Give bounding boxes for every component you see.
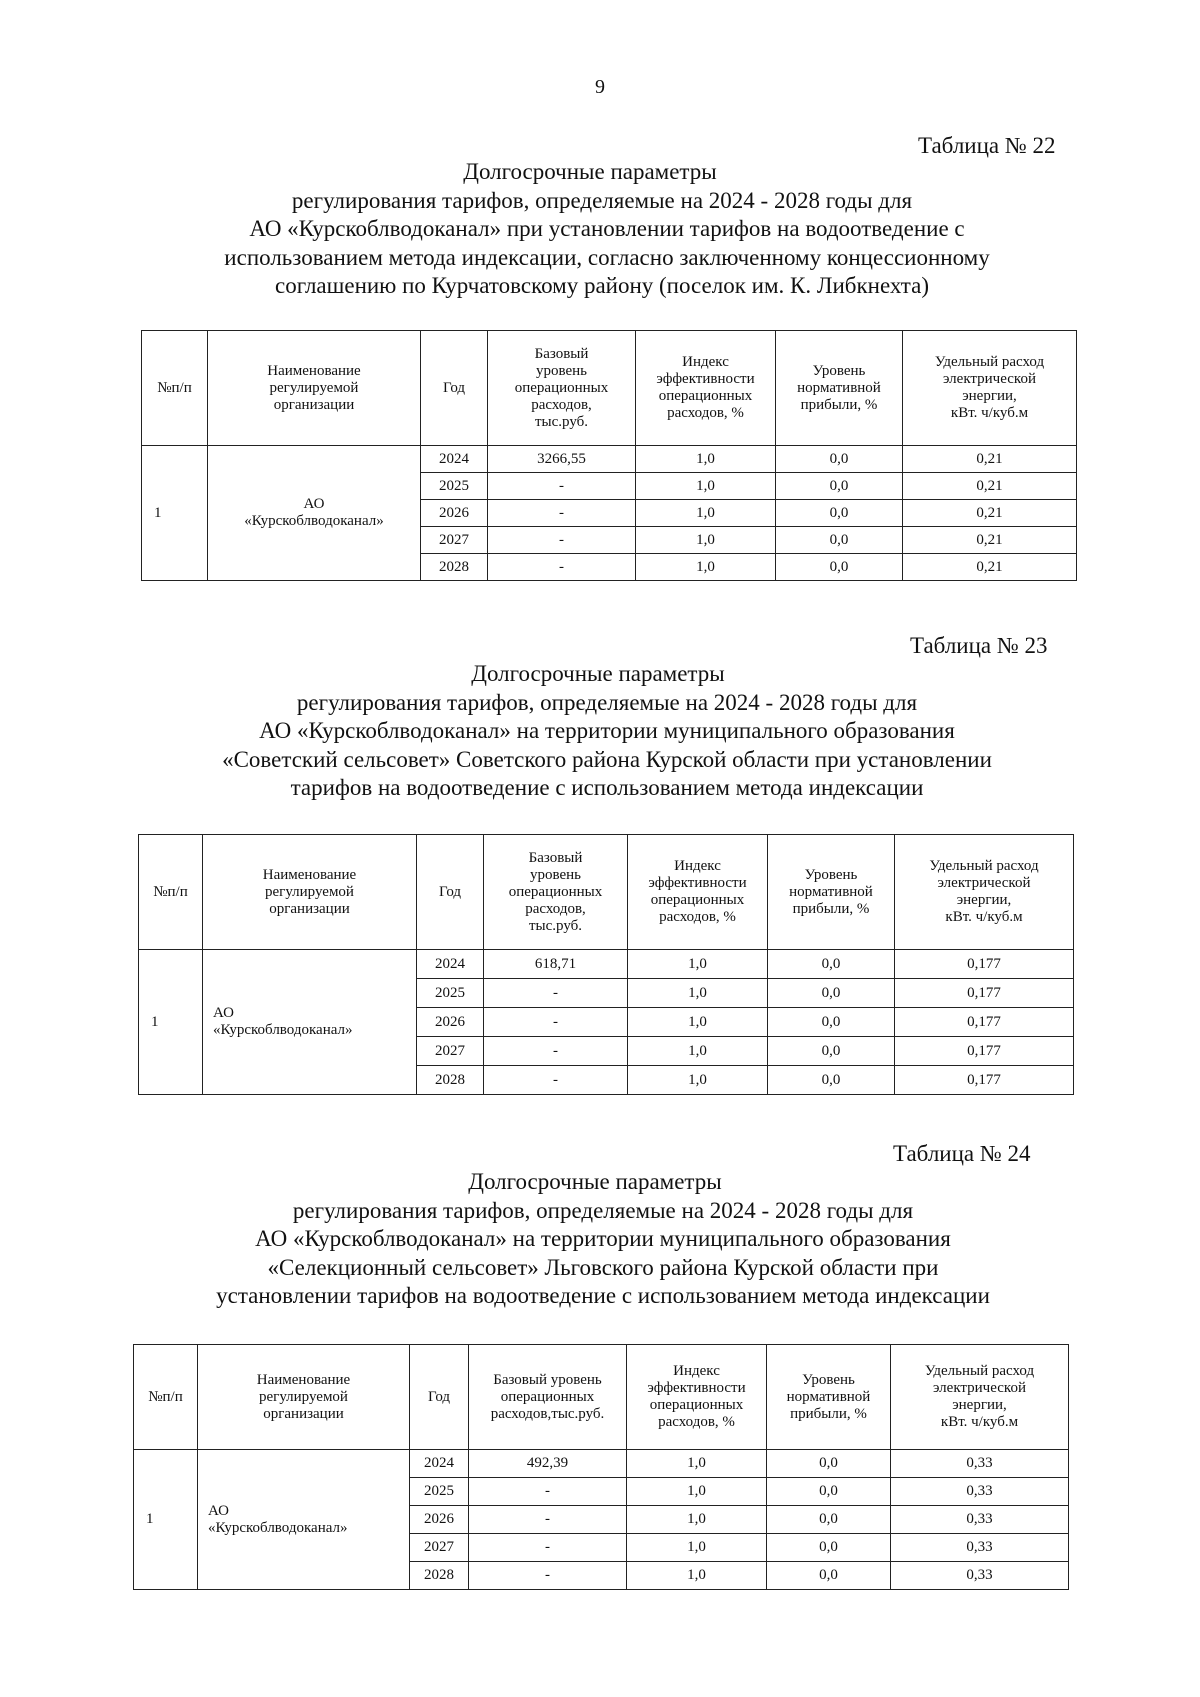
org-name: АО «Курскоблводоканал» [198, 1450, 410, 1590]
index-cell: 1,0 [627, 1534, 767, 1562]
base-cell: 618,71 [484, 950, 628, 979]
table-label: Таблица № 23 [910, 633, 1048, 658]
col-header-num: №п/п [139, 835, 203, 950]
index-cell: 1,0 [627, 1562, 767, 1590]
energy-cell: 0,33 [891, 1534, 1069, 1562]
year-cell: 2028 [417, 1066, 484, 1095]
org-name: АО «Курскоблводоканал» [203, 950, 417, 1095]
year-cell: 2024 [410, 1450, 469, 1478]
base-cell: - [469, 1478, 627, 1506]
col-header-base: Базовый уровень операционных расходов, тыс.руб. [484, 835, 628, 950]
header-row [139, 835, 1074, 950]
col-header-index: Индекс эффективности операционных расходов, % [636, 331, 776, 446]
energy-cell: 0,21 [903, 527, 1077, 554]
year-cell: 2024 [421, 446, 488, 473]
col-header-num: №п/п [142, 331, 208, 446]
col-header-profit: Уровень нормативной прибыли, % [768, 835, 895, 950]
col-header-num: №п/п [134, 1345, 198, 1450]
table-label: Таблица № 22 [918, 133, 1056, 158]
energy-cell: 0,177 [895, 979, 1074, 1008]
profit-cell: 0,0 [767, 1506, 891, 1534]
energy-cell: 0,33 [891, 1478, 1069, 1506]
org-name: АО «Курскоблводоканал» [208, 446, 421, 581]
col-header-org: Наименование регулируемой организации [198, 1345, 410, 1450]
profit-cell: 0,0 [768, 979, 895, 1008]
base-cell: - [488, 527, 636, 554]
col-header-org: Наименование регулируемой организации [203, 835, 417, 950]
row-number: 1 [139, 950, 203, 1095]
energy-cell: 0,21 [903, 473, 1077, 500]
col-header-index: Индекс эффективности операционных расходов, % [627, 1345, 767, 1450]
base-cell: 3266,55 [488, 446, 636, 473]
col-header-year: Год [421, 331, 488, 446]
energy-cell: 0,21 [903, 554, 1077, 581]
profit-cell: 0,0 [768, 1066, 895, 1095]
profit-cell: 0,0 [767, 1534, 891, 1562]
index-cell: 1,0 [627, 1450, 767, 1478]
header-row [142, 331, 1077, 446]
profit-cell: 0,0 [768, 1037, 895, 1066]
table-row [142, 446, 1077, 473]
year-cell: 2025 [410, 1478, 469, 1506]
index-cell: 1,0 [636, 500, 776, 527]
row-number: 1 [134, 1450, 198, 1590]
header-row [134, 1345, 1069, 1450]
profit-cell: 0,0 [776, 446, 903, 473]
col-header-profit: Уровень нормативной прибыли, % [776, 331, 903, 446]
table-title: Долгосрочные параметры регулирования тарифов, определяемые на 2024 - 2028 годы для АО «Курскоблводоканал» на территории муниципального образования «Советский сельсовет» Советского района Курской области при установлении тарифов на водоотведение с использованием метода индексации [222, 661, 992, 800]
energy-cell: 0,177 [895, 1037, 1074, 1066]
energy-cell: 0,33 [891, 1450, 1069, 1478]
index-cell: 1,0 [627, 1506, 767, 1534]
energy-cell: 0,177 [895, 1066, 1074, 1095]
index-cell: 1,0 [628, 1008, 768, 1037]
base-cell: - [484, 1066, 628, 1095]
index-cell: 1,0 [636, 473, 776, 500]
profit-cell: 0,0 [768, 950, 895, 979]
col-header-energy: Удельный расход электрической энергии, кВт. ч/куб.м [895, 835, 1074, 950]
profit-cell: 0,0 [767, 1478, 891, 1506]
table-label: Таблица № 24 [893, 1141, 1031, 1166]
page-number: 9 [595, 76, 605, 98]
col-header-energy: Удельный расход электрической энергии, кВт. ч/куб.м [891, 1345, 1069, 1450]
params-table [138, 834, 1074, 1095]
year-cell: 2027 [421, 527, 488, 554]
year-cell: 2025 [417, 979, 484, 1008]
base-cell: - [488, 500, 636, 527]
year-cell: 2026 [421, 500, 488, 527]
row-number: 1 [142, 446, 208, 581]
index-cell: 1,0 [636, 554, 776, 581]
profit-cell: 0,0 [767, 1562, 891, 1590]
profit-cell: 0,0 [776, 554, 903, 581]
col-header-org: Наименование регулируемой организации [208, 331, 421, 446]
energy-cell: 0,177 [895, 1008, 1074, 1037]
year-cell: 2024 [417, 950, 484, 979]
table-row [134, 1450, 1069, 1478]
params-table [141, 330, 1077, 581]
index-cell: 1,0 [628, 950, 768, 979]
table-row [139, 950, 1074, 979]
profit-cell: 0,0 [776, 527, 903, 554]
energy-cell: 0,177 [895, 950, 1074, 979]
table-title: Долгосрочные параметры регулирования тарифов, определяемые на 2024 - 2028 годы для АО «Курскоблводоканал» при установлении тарифов на водоотведение с использованием метода индексации, согласно заключенному концессионному соглашению по Курчатовскому району (поселок им. К. Либкнехта) [224, 159, 990, 298]
year-cell: 2027 [410, 1534, 469, 1562]
col-header-year: Год [410, 1345, 469, 1450]
year-cell: 2028 [421, 554, 488, 581]
col-header-base: Базовый уровень операционных расходов,тыс.руб. [469, 1345, 627, 1450]
year-cell: 2026 [417, 1008, 484, 1037]
base-cell: - [469, 1562, 627, 1590]
table-title: Долгосрочные параметры регулирования тарифов, определяемые на 2024 - 2028 годы для АО «Курскоблводоканал» на территории муниципального образования «Селекционный сельсовет» Льговского района Курской области при установлении тарифов на водоотведение с использованием метода индексации [216, 1169, 990, 1308]
year-cell: 2027 [417, 1037, 484, 1066]
profit-cell: 0,0 [776, 473, 903, 500]
index-cell: 1,0 [628, 1037, 768, 1066]
col-header-profit: Уровень нормативной прибыли, % [767, 1345, 891, 1450]
energy-cell: 0,21 [903, 446, 1077, 473]
base-cell: 492,39 [469, 1450, 627, 1478]
base-cell: - [484, 1008, 628, 1037]
year-cell: 2026 [410, 1506, 469, 1534]
index-cell: 1,0 [636, 527, 776, 554]
col-header-energy: Удельный расход электрической энергии, кВт. ч/куб.м [903, 331, 1077, 446]
params-table [133, 1344, 1069, 1590]
profit-cell: 0,0 [776, 500, 903, 527]
index-cell: 1,0 [627, 1478, 767, 1506]
base-cell: - [488, 554, 636, 581]
base-cell: - [469, 1506, 627, 1534]
energy-cell: 0,33 [891, 1562, 1069, 1590]
col-header-index: Индекс эффективности операционных расходов, % [628, 835, 768, 950]
index-cell: 1,0 [636, 446, 776, 473]
index-cell: 1,0 [628, 1066, 768, 1095]
base-cell: - [469, 1534, 627, 1562]
col-header-base: Базовый уровень операционных расходов, тыс.руб. [488, 331, 636, 446]
energy-cell: 0,21 [903, 500, 1077, 527]
year-cell: 2028 [410, 1562, 469, 1590]
base-cell: - [484, 1037, 628, 1066]
base-cell: - [488, 473, 636, 500]
energy-cell: 0,33 [891, 1506, 1069, 1534]
base-cell: - [484, 979, 628, 1008]
profit-cell: 0,0 [768, 1008, 895, 1037]
profit-cell: 0,0 [767, 1450, 891, 1478]
index-cell: 1,0 [628, 979, 768, 1008]
year-cell: 2025 [421, 473, 488, 500]
col-header-year: Год [417, 835, 484, 950]
